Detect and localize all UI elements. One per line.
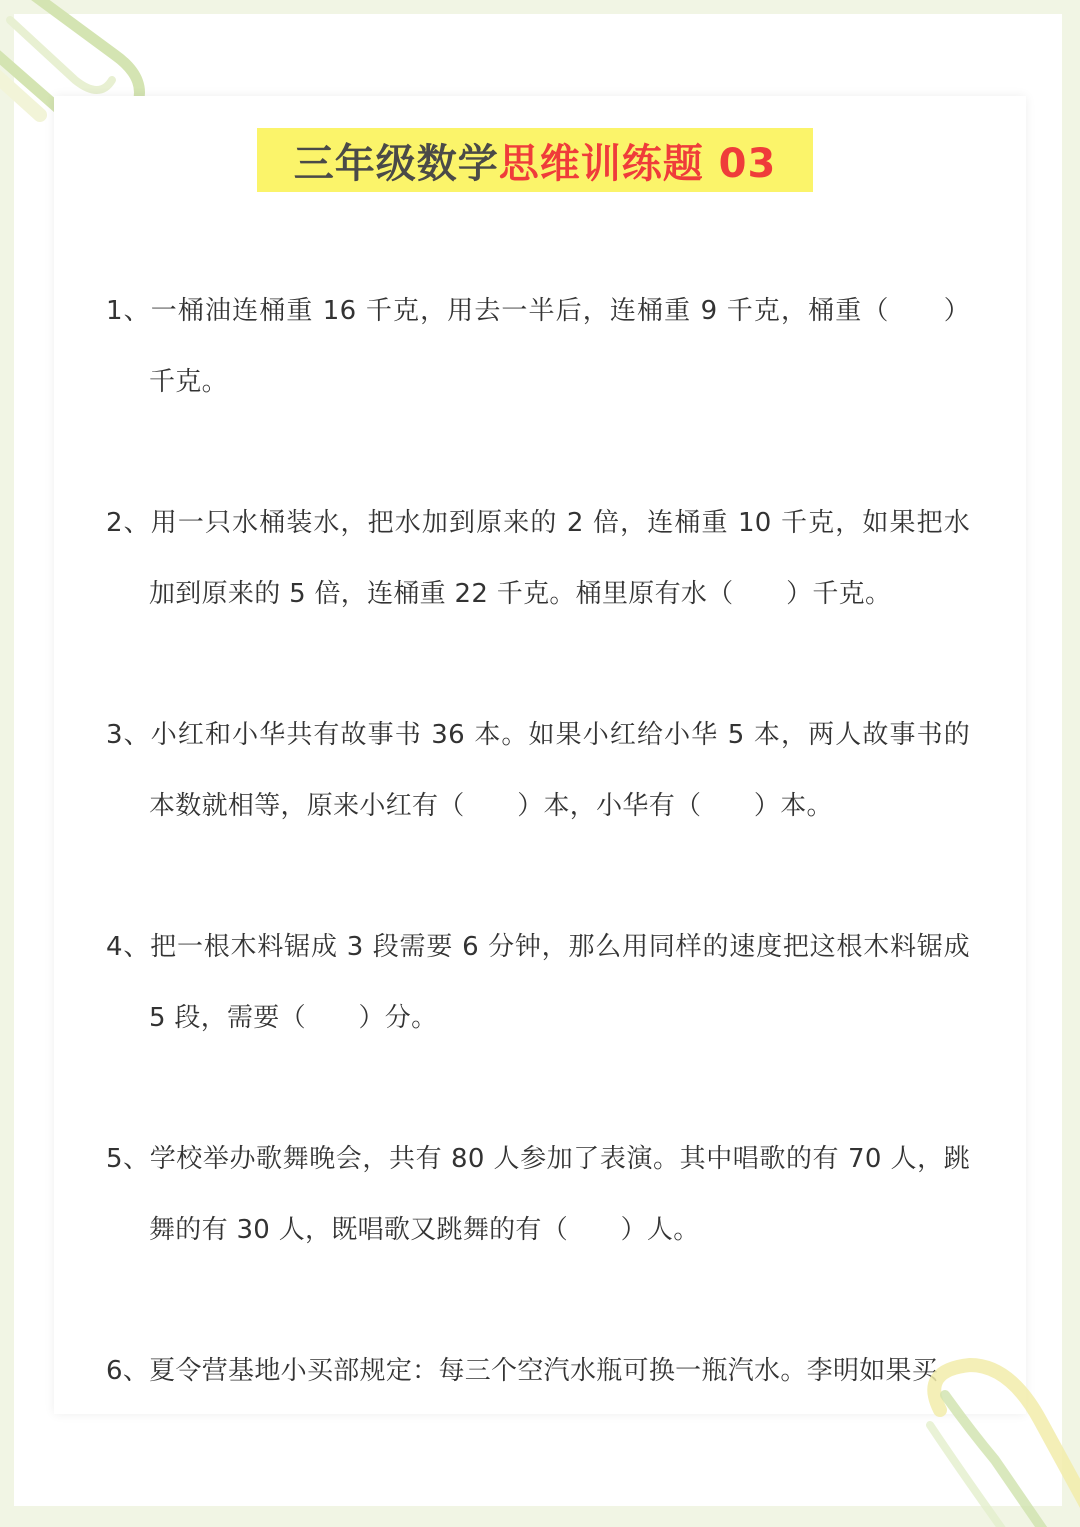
question-4: 4、把一根木料锯成 3 段需要 6 分钟，那么用同样的速度把这根木料锯成 5 段，需要（ ）分。 [106,932,970,1033]
title-part-topic: 思维训练题 03 [498,140,777,187]
question-3: 3、小红和小华共有故事书 36 本。如果小红给小华 5 本，两人故事书的本数就相等，原来小红有（ ）本，小华有（ ）本。 [106,720,970,821]
page-title [257,128,813,192]
question-1: 1、一桶油连桶重 16 千克，用去一半后，连桶重 9 千克，桶重（ ）千克。 [106,296,970,397]
paperclip-icon [900,1340,1080,1527]
title-part-grade: 三年级数学 [293,140,499,187]
question-6: 6、夏令营基地小买部规定：每三个空汽水瓶可换一瓶汽水。李明如果买 [106,1356,939,1386]
question-2: 2、用一只水桶装水，把水加到原来的 2 倍，连桶重 10 千克，如果把水加到原来的 5 倍，连桶重 22 千克。桶里原有水（ ）千克。 [106,508,970,609]
question-5: 5、学校举办歌舞晚会，共有 80 人参加了表演。其中唱歌的有 70 人，跳舞的有 30 人，既唱歌又跳舞的有（ ）人。 [106,1144,970,1245]
